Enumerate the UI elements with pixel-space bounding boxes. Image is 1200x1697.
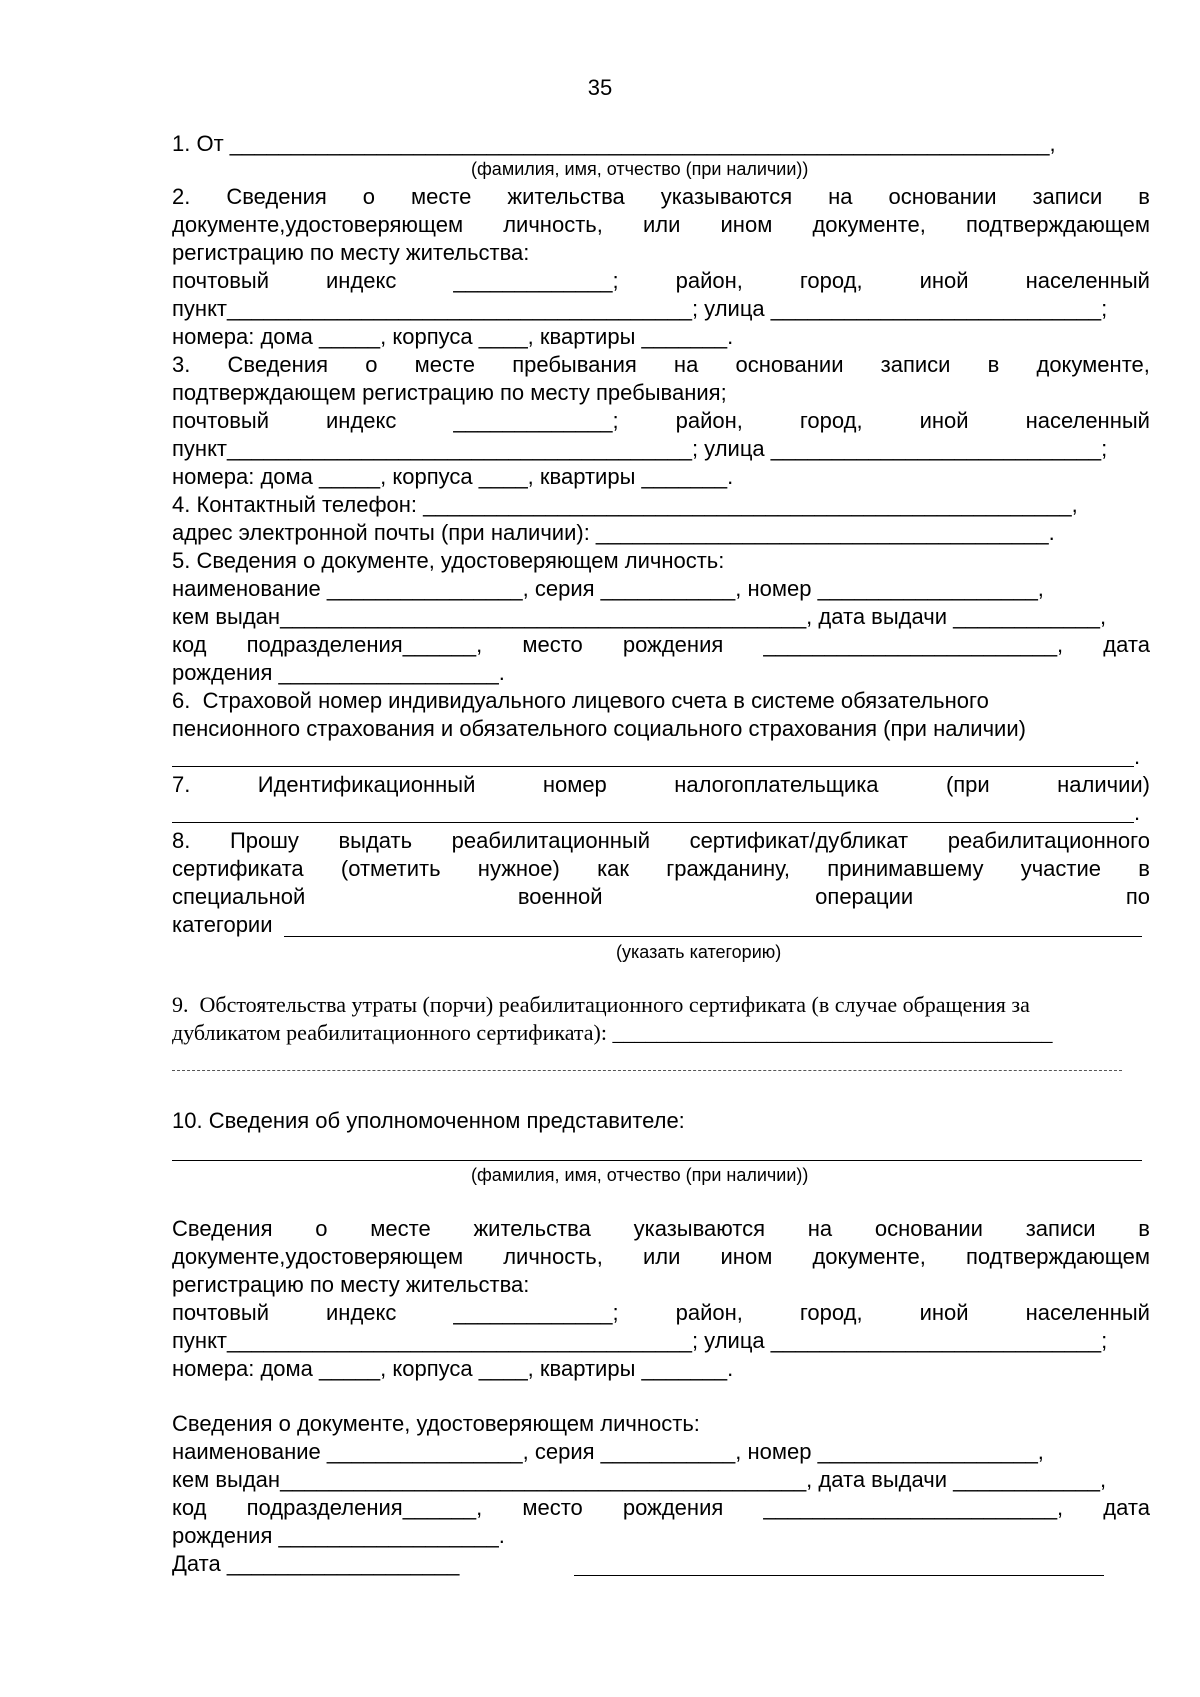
s9-line-1: 9. Обстоятельства утраты (порчи) реабилитационного сертификата (в случае обращения за [172, 992, 1030, 1017]
s8-line-2: сертификата (отметить нужное) как гражданину, принимавшему участие в [172, 856, 1150, 881]
s3-street-line: пункт______________________________________; улица ___________________________; [172, 436, 1108, 461]
s6-line-2: пенсионного страхования и обязательного социального страхования (при наличии) [172, 716, 1026, 741]
s10-residence-line-3: регистрацию по месту жительства: [172, 1272, 530, 1297]
s2-postal-line: почтовый индекс _____________; район, город, иной населенный [172, 268, 1150, 293]
s6-line-1: 6. Страховой номер индивидуального лицевого счета в системе обязательного [172, 688, 989, 713]
s10-postal-line: почтовый индекс _____________; район, город, иной населенный [172, 1300, 1150, 1325]
page-number: 35 [587, 75, 613, 100]
s10-doc-name-line: наименование ________________, серия ___________, номер __________________, [172, 1439, 1044, 1464]
s2-line-3: регистрацию по месту жительства: [172, 240, 530, 265]
s10-birthdate-line: рождения __________________. [172, 1523, 505, 1548]
s7-blank-rule [172, 822, 1134, 823]
s7-line-1: 7. Идентификационный номер налогоплательщика (при наличии) [172, 772, 1150, 797]
s10-street-line: пункт______________________________________; улица ___________________________; [172, 1328, 1108, 1353]
s10-issued-by-line: кем выдан___________________________________________, дата выдачи ____________, [172, 1467, 1107, 1492]
s2-street-line: пункт______________________________________; улица ___________________________; [172, 296, 1108, 321]
s10-residence-line-2: документе,удостоверяющем личность, или ином документе, подтверждающем [172, 1244, 1150, 1269]
s2-numbers-line: номера: дома _____, корпуса ____, квартиры _______. [172, 324, 734, 349]
s6-period: . [1134, 744, 1141, 769]
s10-doc-heading: Сведения о документе, удостоверяющем личность: [172, 1411, 700, 1436]
s6-blank-rule [172, 766, 1134, 767]
s3-line-2: подтверждающем регистрацию по месту пребывания; [172, 380, 727, 405]
s10-residence-line-1: Сведения о месте жительства указываются на основании записи в [172, 1216, 1150, 1241]
s5-doc-name-line: наименование ________________, серия ___________, номер __________________, [172, 576, 1044, 601]
s10-numbers-line: номера: дома _____, корпуса ____, квартиры _______. [172, 1356, 734, 1381]
s9-line-2: дубликатом реабилитационного сертификата): ________________________________________ [172, 1020, 1053, 1045]
date-field: Дата ___________________ [172, 1551, 460, 1576]
s5-birthdate-line: рождения __________________. [172, 660, 505, 685]
signature-rule [574, 1575, 1104, 1576]
s3-numbers-line: номера: дома _____, корпуса ____, квартиры _______. [172, 464, 734, 489]
s8-line-3: специальной военной операции по [172, 884, 1150, 909]
s3-postal-line: почтовый индекс _____________; район, город, иной населенный [172, 408, 1150, 433]
s2-line-2: документе,удостоверяющем личность, или ином документе, подтверждающем [172, 212, 1150, 237]
s5-heading: 5. Сведения о документе, удостоверяющем личность: [172, 548, 725, 573]
phone-line: 4. Контактный телефон: _____________________________________________________, [172, 492, 1078, 517]
s10-code-line: код подразделения______, место рождения ________________________, дата [172, 1495, 1150, 1520]
s8-category-label: категории [172, 912, 273, 937]
s2-line-1: 2. Сведения о месте жительства указываются на основании записи в [172, 184, 1150, 209]
s10-name-rule [172, 1160, 1142, 1161]
s3-line-1: 3. Сведения о месте пребывания на основании записи в документе, [172, 352, 1150, 377]
s10-name-caption: (фамилия, имя, отчество (при наличии)) [471, 1165, 809, 1185]
from-caption: (фамилия, имя, отчество (при наличии)) [471, 159, 809, 179]
s7-period: . [1134, 800, 1141, 825]
s8-category-rule [284, 936, 1142, 937]
s9-blank-rule [172, 1070, 1122, 1071]
s8-category-caption: (указать категорию) [616, 942, 782, 962]
email-line: адрес электронной почты (при наличии): _____________________________________. [172, 520, 1055, 545]
s10-heading: 10. Сведения об уполномоченном представителе: [172, 1108, 685, 1133]
from-line: 1. От ___________________________________________________________________, [172, 131, 1056, 156]
s5-code-line: код подразделения______, место рождения ________________________, дата [172, 632, 1150, 657]
s5-issued-by-line: кем выдан___________________________________________, дата выдачи ____________, [172, 604, 1107, 629]
s8-line-1: 8. Прошу выдать реабилитационный сертификат/дубликат реабилитационного [172, 828, 1150, 853]
